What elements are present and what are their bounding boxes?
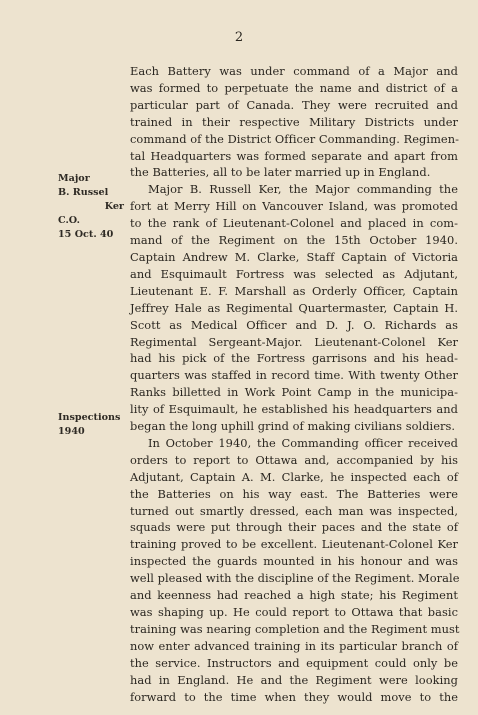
sidenote-line: 1940 [58, 426, 85, 437]
text-line: tal Headquarters was formed separate and apart from [130, 148, 458, 163]
text-line: Jeffrey Hale as Regimental Quartermaster, Captain H. [130, 300, 458, 315]
text-line: had in England. He and the Regiment were looking [130, 672, 458, 687]
text-line: the Batteries on his way east. The Batteries were [130, 486, 458, 501]
sidenote-line: Ker [104, 201, 124, 212]
text-line: particular part of Canada. They were recruited and [130, 97, 458, 112]
sidenote-major-ker [58, 172, 124, 242]
sidenote-line: 15 Oct. 40 [58, 229, 114, 240]
text-line: and keenness had reached a high state; his Regiment [130, 588, 458, 603]
text-line: mand of the Regiment on the 15th October 1940. [130, 233, 458, 248]
text-line: Major B. Russell Ker, the Major commanding the [148, 182, 458, 197]
text-line: had his pick of the Fortress garrisons and his head- [130, 351, 458, 366]
text-line: squads were put through their paces and the state of [130, 520, 458, 535]
text-line: inspected the guards mounted in his honour and was [130, 554, 458, 569]
text-line: forward to the time when they would move to the [130, 689, 458, 704]
text-line: was formed to perpetuate the name and district of a [130, 80, 458, 95]
text-line: Ranks billetted in Work Point Camp in the municipa- [130, 385, 458, 400]
text-line: Captain Andrew M. Clarke, Staff Captain of Victoria [130, 249, 458, 264]
text-line: the service. Instructors and equipment could only be [130, 655, 458, 670]
sidenote-inspections [58, 411, 124, 439]
sidenote-line: C.O. [58, 215, 80, 226]
text-line: the Batteries, all to be later married up in England. [130, 165, 431, 180]
text-line: orders to report to Ottawa and, accompanied by his [130, 452, 458, 467]
text-line: Regimental Sergeant-Major. Lieutenant-Colonel Ker [130, 334, 458, 349]
text-line: training proved to be excellent. Lieutenant-Colonel Ker [130, 537, 458, 552]
text-line: trained in their respective Military Districts under [130, 114, 458, 129]
text-line: Lieutenant E. F. Marshall as Orderly Officer, Captain [130, 283, 458, 298]
text-line: Scott as Medical Officer and D. J. O. Richards as [130, 317, 458, 332]
text-line: Each Battery was under command of a Major and [130, 64, 458, 78]
text-line: fort at Merry Hill on Vancouver Island, was promoted [130, 199, 458, 214]
text-line: training was nearing completion and the Regiment must [130, 621, 460, 636]
page-number: 2 [234, 30, 244, 45]
text-line: began the long uphill grind of making civilians soldiers. [130, 419, 456, 434]
text-line: now enter advanced training in its particular branch of [130, 638, 458, 653]
text-line: Adjutant, Captain A. M. Clarke, he inspected each of [130, 469, 458, 484]
text-line: well pleased with the discipline of the Regiment. Morale [130, 571, 460, 586]
text-line: and Esquimault Fortress was selected as Adjutant, [130, 266, 458, 281]
text-line: command of the District Officer Commanding. Regimen- [130, 131, 459, 146]
text-line: lity of Esquimault, he established his headquarters and [130, 402, 458, 417]
body-text [130, 63, 458, 705]
sidenote-line: B. Russel [58, 187, 109, 198]
sidenote-line: Inspections [58, 412, 121, 423]
text-line: to the rank of Lieutenant-Colonel and placed in com- [130, 216, 458, 231]
sidenote-line: Major [58, 173, 90, 184]
text-line: was shaping up. He could report to Ottawa that basic [130, 605, 458, 619]
text-line: quarters was staffed in record time. With twenty Other [130, 368, 458, 383]
text-line: turned out smartly dressed, each man was inspected, [130, 503, 458, 518]
text-line: In October 1940, the Commanding officer received [148, 435, 458, 450]
